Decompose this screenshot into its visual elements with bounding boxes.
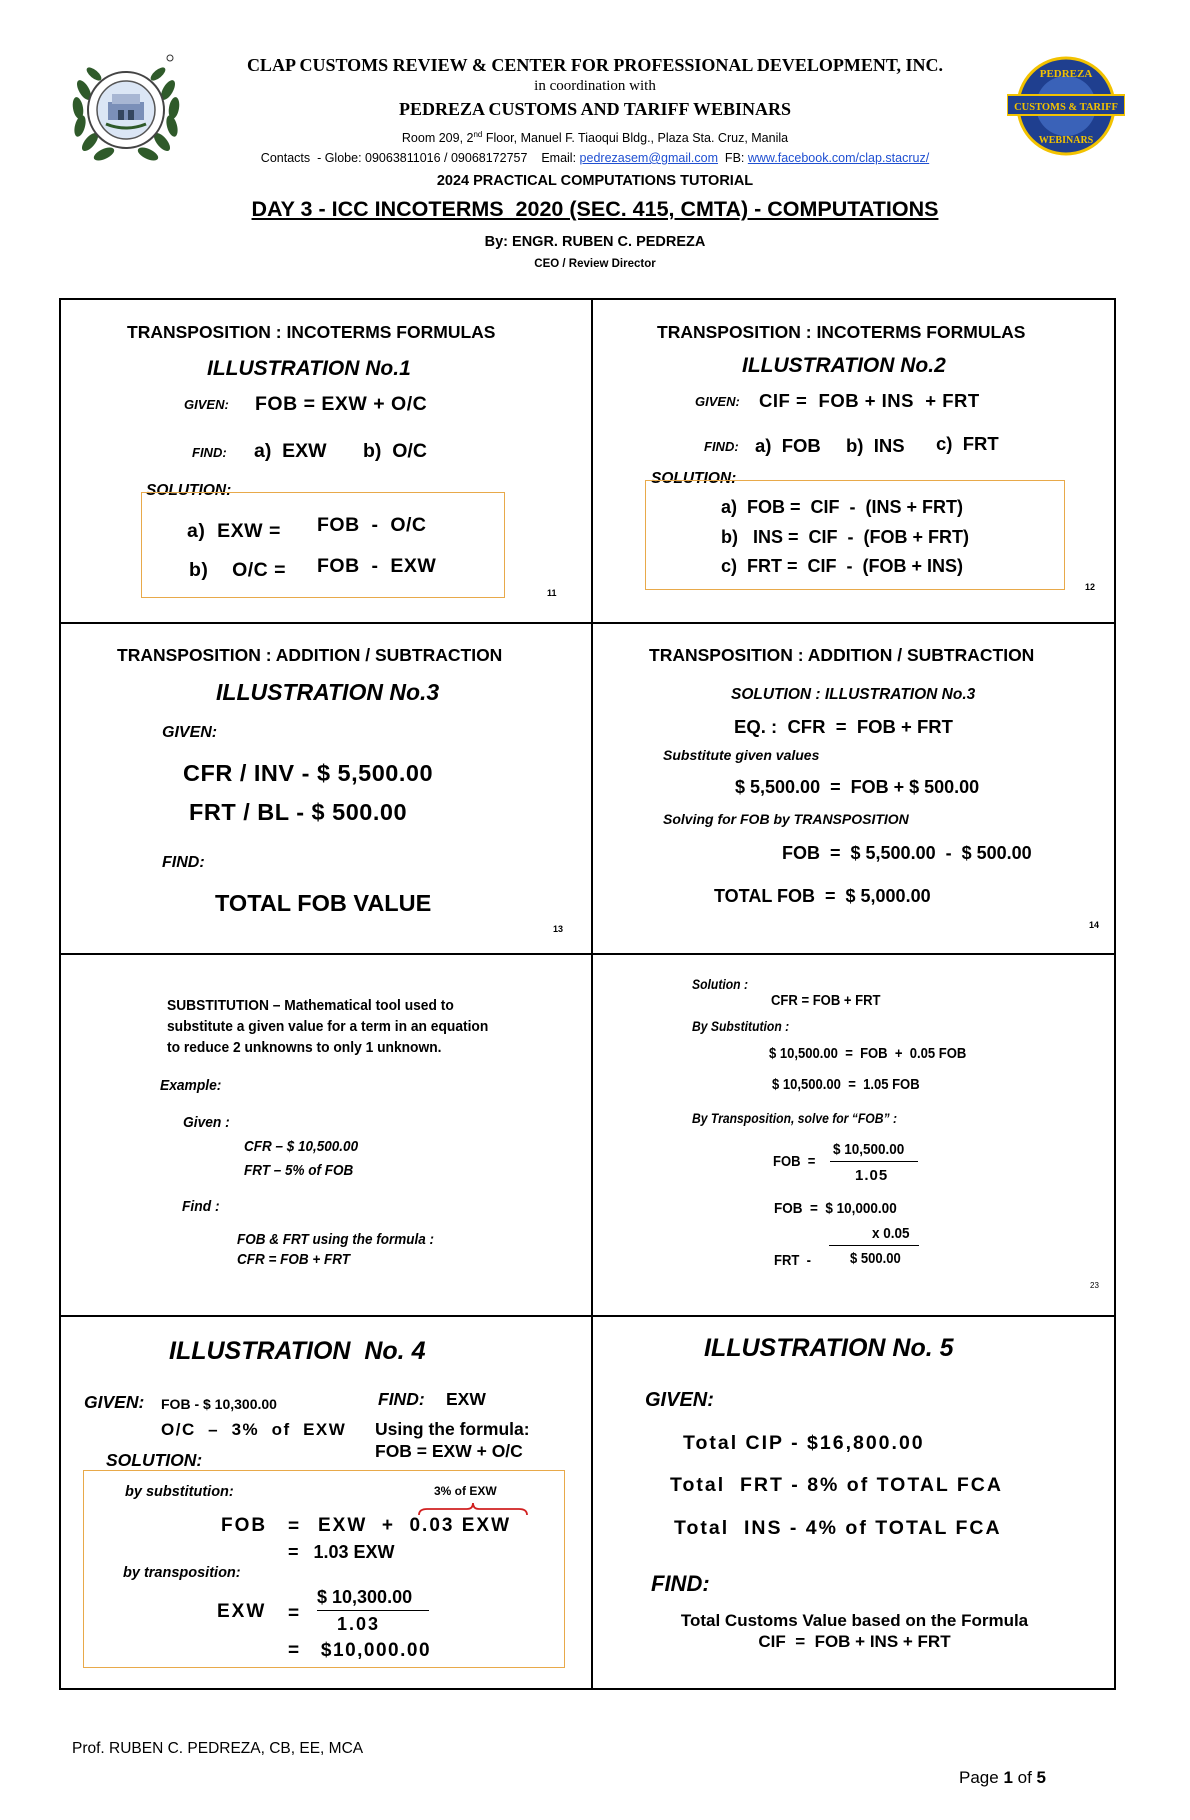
panel7-given-1: FOB - $ 10,300.00 [161,1396,277,1412]
slide-panel-4 [592,623,1115,954]
panel5-find-1: FOB & FRT using the formula : [237,1231,435,1248]
email-link[interactable]: pedrezasem@gmail.com [579,151,718,165]
panel5-find-2: CFR = FOB + FRT [237,1251,351,1268]
panel5-given-label: Given : [183,1114,230,1131]
panel7-sub-rhs: EXW + 0.03 EXW [318,1515,512,1536]
panel6-sub-1: $ 10,500.00 = FOB + 0.05 FOB [769,1046,967,1062]
slide-panel-5 [60,954,592,1316]
panel2-given-label: GIVEN: [695,394,740,409]
panel4-slide-number: 14 [1089,920,1100,930]
panel1-sol-b-lhs: b) O/C = [189,559,287,581]
panel8-given-2: Total FRT - 8% of TOTAL FCA [670,1474,1003,1496]
panel4-substitute-label: Substitute given values [663,747,820,763]
panel6-slide-number: 23 [1090,1281,1099,1290]
footer-author: Prof. RUBEN C. PEDREZA, CB, EE, MCA [72,1740,364,1757]
facebook-link[interactable]: www.facebook.com/clap.stacruz/ [747,151,930,165]
panel7-find-value: EXW [446,1389,486,1409]
panel7-formula: FOB = EXW + O/C [375,1441,523,1461]
page-number [959,1768,1046,1788]
panel7-illustration: ILLUSTRATION No. 4 [169,1337,426,1365]
panel6-sub-2: $ 10,500.00 = 1.05 FOB [772,1077,920,1093]
panel6-fob-result: FOB = $ 10,000.00 [774,1200,897,1217]
panel7-exw-lhs: EXW [217,1601,267,1622]
partner-name: PEDREZA CUSTOMS AND TARIFF WEBINARS [398,99,792,119]
panel7-denominator: 1.03 [337,1614,381,1634]
panel4-substitute-eq: $ 5,500.00 = FOB + $ 500.00 [735,777,980,797]
panel6-multiplier: x 0.05 [872,1225,910,1242]
panel3-given-label: GIVEN: [162,724,218,741]
panel7-exw-eq: = [288,1603,300,1624]
panel3-slide-number: 13 [553,924,564,934]
logo-top-text: PEDREZA [1039,68,1093,80]
tutorial-title: 2024 PRACTICAL COMPUTATIONS TUTORIAL [436,173,754,189]
panel1-given-eq: FOB = EXW + O/C [255,393,428,415]
panel7-by-substitution: by substitution: [125,1484,234,1500]
page-label: Page [959,1768,1004,1787]
panel7-given-2: O/C – 3% of EXW [161,1420,347,1439]
panel6-formula: CFR = FOB + FRT [771,993,881,1009]
panel8-given-3: Total INS - 4% of TOTAL FCA [674,1517,1002,1539]
panel5-given-1: CFR – $ 10,500.00 [244,1138,359,1155]
panel7-find-label: FIND: [378,1389,425,1409]
panel5-given-2: FRT – 5% of FOB [244,1162,354,1179]
panel8-given-label: GIVEN: [645,1389,714,1411]
panel1-solution-label: SOLUTION: [146,482,232,499]
panel4-eq: EQ. : CFR = FOB + FRT [734,716,953,737]
author-role: CEO / Review Director [534,258,656,270]
author-line: By: ENGR. RUBEN C. PEDREZA [484,234,706,250]
panel1-find-b: b) O/C [363,440,427,462]
panel2-find-c: c) FRT [936,433,999,454]
panel5-example-label: Example: [160,1077,222,1094]
panel3-given-2: FRT / BL - $ 500.00 [189,799,408,825]
panel3-given-1: CFR / INV - $ 5,500.00 [183,760,434,786]
panel7-brace-label: 3% of EXW [434,1484,497,1498]
page-current: 1 [1003,1768,1013,1787]
panel7-sub-eq: = [288,1516,300,1537]
page-of: of [1012,1768,1037,1787]
panel3-find-value: TOTAL FOB VALUE [215,890,432,916]
panel1-given-label: GIVEN: [184,397,229,412]
slide-panel-3 [60,623,592,954]
org-name: CLAP CUSTOMS REVIEW & CENTER FOR PROFESSIONAL DEVELOPMENT, INC. [246,55,944,75]
panel4-solving-label: Solving for FOB by TRANSPOSITION [663,811,909,827]
panel7-sub-2: = 1.03 EXW [288,1542,395,1562]
panel8-find-1: Total Customs Value based on the Formula [680,1611,1029,1630]
panel6-fob-label: FOB = [773,1154,816,1170]
page-title [120,197,1070,222]
panel1-heading: TRANSPOSITION : INCOTERMS FORMULAS [127,322,496,342]
panel2-illustration: ILLUSTRATION No.2 [742,354,946,377]
panel6-multiply-line [829,1245,919,1246]
panel2-solution-label: SOLUTION: [651,470,737,487]
panel1-find-label: FIND: [192,445,227,460]
panel2-find-a: a) FOB [755,435,821,456]
panel4-total-fob: TOTAL FOB = $ 5,000.00 [714,886,931,906]
panel6-solution-label: Solution : [692,977,749,992]
slide-panel-6 [592,954,1115,1316]
panel3-heading: TRANSPOSITION : ADDITION / SUBTRACTION [117,645,503,665]
address-pre: Room 209, 2 [401,131,474,146]
panel5-definition-3: to reduce 2 unknowns to only 1 unknown. [167,1039,442,1056]
panel1-illustration: ILLUSTRATION No.1 [207,357,411,380]
coordination-text: in coordination with [534,78,656,94]
panel7-given-label: GIVEN: [84,1392,145,1412]
panel4-subheading: SOLUTION : ILLUSTRATION No.3 [731,686,976,703]
panel7-fraction-line [317,1610,429,1611]
panel4-heading: TRANSPOSITION : ADDITION / SUBTRACTION [649,645,1035,665]
panel8-find-2: CIF = FOB + INS + FRT [758,1632,951,1651]
panel1-sol-a-rhs: FOB - O/C [317,514,427,536]
panel7-sub-lhs: FOB [221,1515,268,1536]
panel2-find-b: b) INS [846,435,905,456]
address-line [160,130,1030,145]
panel6-frt-value: $ 500.00 [850,1251,901,1267]
panel2-sol-a: a) FOB = CIF - (INS + FRT) [721,497,964,517]
panel8-find-label: FIND: [651,1571,710,1596]
panel2-heading: TRANSPOSITION : INCOTERMS FORMULAS [657,322,1026,342]
panel3-illustration: ILLUSTRATION No.3 [216,679,440,705]
panel2-given-eq: CIF = FOB + INS + FRT [759,390,980,411]
slide-panel-1 [60,299,592,623]
panel7-by-transposition: by transposition: [123,1565,241,1581]
panel5-definition-1: SUBSTITUTION – Mathematical tool used to [167,997,454,1014]
panel2-slide-number: 12 [1085,582,1096,592]
panel2-sol-c: c) FRT = CIF - (FOB + INS) [721,556,964,576]
slide-panel-2 [592,299,1115,623]
panel1-slide-number: 11 [547,588,557,598]
address-post: Floor, Manuel F. Tiaoqui Bldg., Plaza Sta. Cruz, Manila [482,131,789,146]
panel1-sol-b-rhs: FOB - EXW [317,555,437,577]
panel6-denominator: 1.05 [855,1167,889,1184]
contacts-label: Contacts - Globe: 09063811016 / 09068172757 Email: [260,151,580,165]
panel8-given-1: Total CIP - $16,800.00 [683,1432,925,1454]
logo-bottom-text: WEBINARS [1038,135,1094,146]
panel6-by-substitution: By Substitution : [692,1019,790,1034]
panel1-solution-box [141,492,505,598]
page-title-text: DAY 3 - ICC INCOTERMS 2020 (SEC. 415, CMTA) - COMPUTATIONS [251,197,939,221]
slide-panel-7 [60,1316,592,1689]
panel8-illustration: ILLUSTRATION No. 5 [704,1334,954,1362]
panel7-result: = $10,000.00 [288,1640,432,1661]
fb-label: FB: [717,151,748,165]
address-sup: nd [473,130,483,139]
page-total: 5 [1036,1768,1046,1787]
slides-grid [59,298,1116,1690]
panel1-sol-a-lhs: a) EXW = [187,520,281,542]
panel2-sol-b: b) INS = CIF - (FOB + FRT) [721,527,969,547]
panel2-find-label: FIND: [704,439,739,454]
panel3-find-label: FIND: [162,854,205,871]
panel5-find-label: Find : [182,1198,220,1215]
panel4-fob-eq: FOB = $ 5,500.00 - $ 500.00 [782,843,1032,863]
panel5-definition-2: substitute a given value for a term in an equation [167,1018,489,1035]
contacts-line [140,151,1050,165]
logo-band-text: CUSTOMS & TARIFF [1014,102,1118,113]
panel6-numerator: $ 10,500.00 [833,1141,905,1158]
panel7-numerator: $ 10,300.00 [317,1587,413,1607]
panel6-fraction-line [830,1161,918,1162]
slide-panel-8 [592,1316,1115,1689]
panel7-formula-label: Using the formula: [375,1419,530,1439]
panel1-find-a: a) EXW [254,440,327,462]
panel7-solution-label: SOLUTION: [106,1450,203,1470]
panel6-frt-label: FRT - [774,1253,811,1269]
panel6-by-transposition: By Transposition, solve for “FOB” : [692,1111,898,1126]
